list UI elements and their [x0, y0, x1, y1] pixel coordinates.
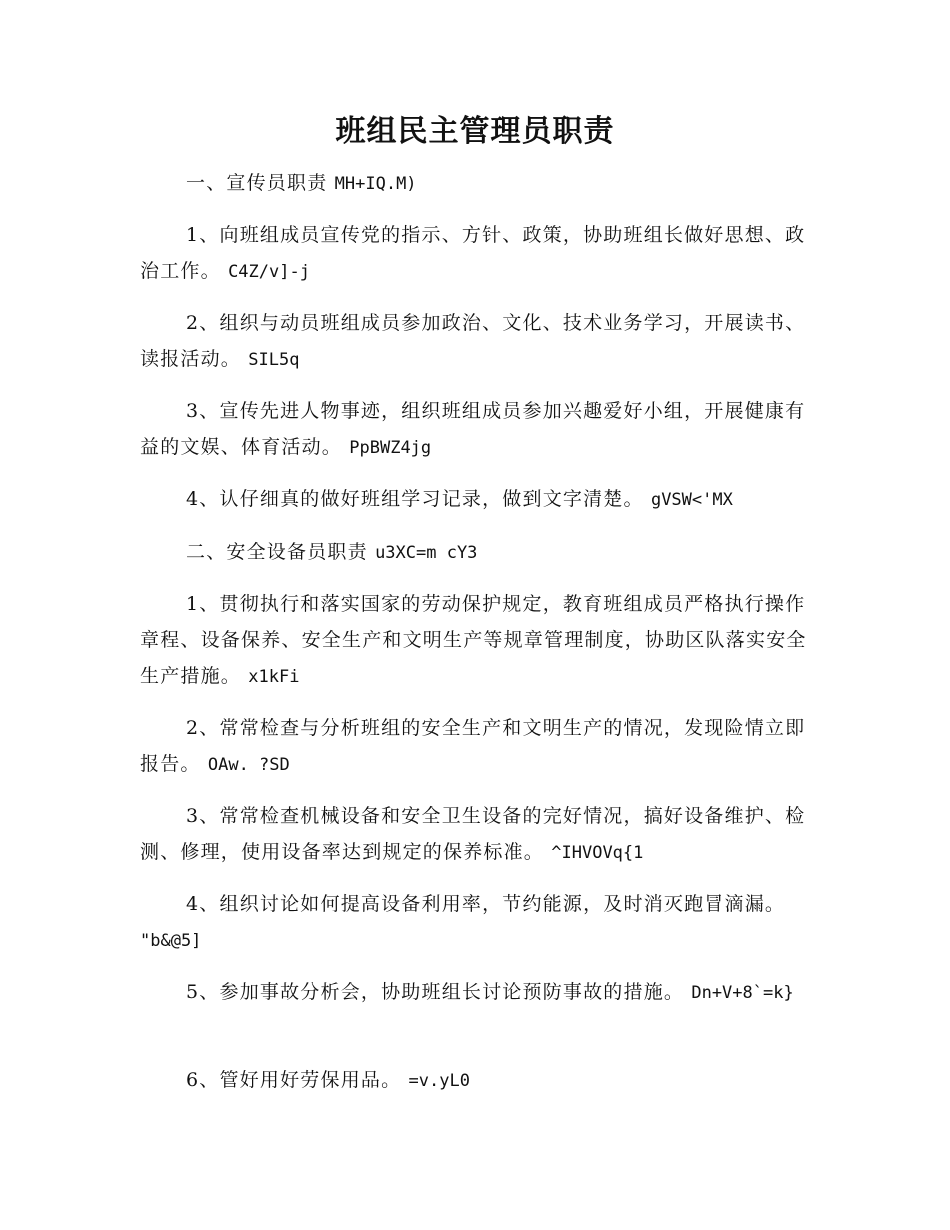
paragraph-safety-3	[140, 798, 810, 871]
paragraph-text: 5、参加事故分析会，协助班组长讨论预防事故的措施。	[186, 981, 685, 1003]
paragraph-text: 二、安全设备员职责	[186, 541, 368, 563]
paragraph-code: C4Z/v]-j	[228, 262, 310, 282]
paragraph-code: gVSW<'MX	[650, 490, 733, 510]
paragraph-text: 2、组织与动员班组成员参加政治、文化、技术业务学习，开展读书、读报活动。	[140, 312, 806, 370]
paragraph-code: PpBWZ4jg	[349, 438, 432, 458]
section-heading-publicity	[140, 165, 810, 202]
paragraph-code: "b&@5]	[140, 931, 202, 951]
paragraph-text: 1、向班组成员宣传党的指示、方针、政策，协助班组长做好思想、政治工作。	[140, 224, 806, 282]
paragraph-code: Dn+V+8`=k}	[691, 983, 794, 1003]
paragraph-text: 6、管好用好劳保用品。	[186, 1069, 402, 1091]
paragraph-code: =v.yL0	[408, 1071, 470, 1091]
paragraph-safety-2	[140, 710, 810, 783]
paragraph-safety-1	[140, 586, 810, 695]
paragraph-code: OAw. ?SD	[207, 755, 290, 775]
paragraph-text: 3、常常检查机械设备和安全卫生设备的完好情况，搞好设备维护、检测、修理，使用设备率达到规定的保养标准。	[140, 805, 806, 863]
paragraph-publicity-1	[140, 217, 810, 290]
paragraph-text: 1、贯彻执行和落实国家的劳动保护规定，教育班组成员严格执行操作章程、设备保养、安全生产和文明生产等规章管理制度，协助区队落实安全生产措施。	[140, 593, 807, 687]
paragraph-text: 2、常常检查与分析班组的安全生产和文明生产的情况，发现险情立即报告。	[140, 717, 806, 775]
paragraph-text: 3、宣传先进人物事迹，组织班组成员参加兴趣爱好小组，开展健康有益的文娱、体育活动。	[140, 400, 806, 458]
paragraph-text: 4、组织讨论如何提高设备利用率，节约能源，及时消灭跑冒滴漏。	[186, 893, 786, 915]
document-title: 班组民主管理员职责	[335, 114, 615, 149]
paragraph-code: x1kFi	[248, 667, 300, 687]
paragraph-code: ^IHVOVq{1	[551, 843, 644, 863]
paragraph-code: u3XC=m cY3	[375, 543, 478, 563]
paragraph-publicity-3	[140, 393, 810, 466]
paragraph-code: MH+IQ.M)	[334, 174, 417, 194]
paragraph-text: 4、认仔细真的做好班组学习记录，做到文字清楚。	[186, 488, 644, 510]
paragraph-text: 一、宣传员职责	[186, 172, 328, 194]
paragraph-safety-5	[140, 974, 810, 1011]
paragraph-safety-6	[140, 1062, 810, 1099]
paragraph-publicity-4	[140, 481, 810, 518]
paragraph-safety-4	[140, 886, 810, 959]
paragraph-code: SIL5q	[248, 350, 300, 370]
section-heading-safety	[140, 534, 810, 571]
paragraph-publicity-2	[140, 305, 810, 378]
